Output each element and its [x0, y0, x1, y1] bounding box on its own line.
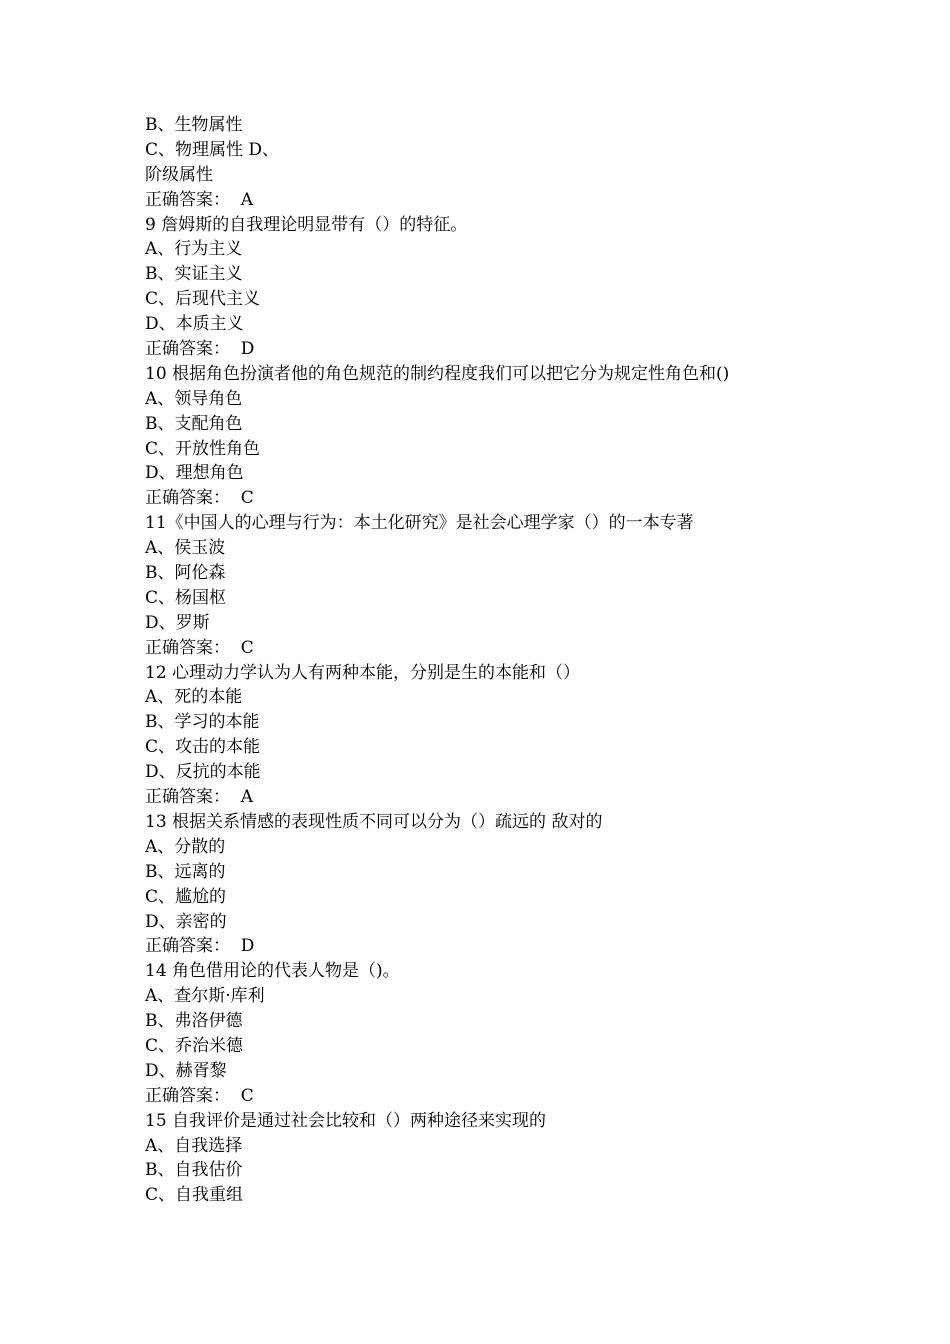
- option-line: C、攻击的本能: [145, 737, 261, 758]
- answer-line: 正确答案： C: [145, 1085, 254, 1106]
- answer-line: 正确答案： A: [145, 189, 254, 210]
- option-line: A、侯玉波: [145, 538, 226, 559]
- option-line: C、自我重组: [145, 1185, 244, 1206]
- option-line: D、罗斯: [145, 612, 210, 633]
- question-line: 10 根据角色扮演者他的角色规范的制约程度我们可以把它分为规定性角色和(): [145, 363, 730, 384]
- option-line: A、行为主义: [145, 239, 243, 260]
- option-line: C、后现代主义: [145, 289, 261, 310]
- option-line: C、尴尬的: [145, 886, 227, 907]
- document-page: [145, 113, 845, 1208]
- option-line: D、赫胥黎: [145, 1060, 227, 1081]
- answer-line: 正确答案： D: [145, 936, 255, 957]
- option-line: B、远离的: [145, 861, 226, 882]
- option-line: A、查尔斯·库利: [145, 986, 265, 1007]
- question-line: 12 心理动力学认为人有两种本能，分别是生的本能和（）: [145, 662, 581, 683]
- option-line: B、自我估价: [145, 1160, 243, 1181]
- answer-line: 正确答案： A: [145, 787, 254, 808]
- option-line: B、生物属性: [145, 115, 243, 135]
- question-line: 9 詹姆斯的自我理论明显带有（）的特征。: [145, 214, 468, 235]
- option-line: B、支配角色: [145, 413, 243, 434]
- option-line: B、阿伦森: [145, 563, 226, 584]
- option-line: C、乔治米德: [145, 1035, 244, 1056]
- option-line: C、杨国枢: [145, 587, 227, 608]
- answer-line: 正确答案： C: [145, 637, 254, 658]
- option-line: B、学习的本能: [145, 712, 260, 733]
- option-line: D、反抗的本能: [145, 762, 261, 783]
- option-line: C、物理属性 D、: [145, 139, 280, 160]
- question-line: 13 根据关系情感的表现性质不同可以分为（）疏远的 敌对的: [145, 811, 603, 832]
- option-line: D、亲密的: [145, 911, 227, 932]
- answer-line: 正确答案： C: [145, 488, 254, 509]
- question-line: 14 角色借用论的代表人物是（)。: [145, 961, 400, 982]
- option-line: B、实证主义: [145, 264, 243, 285]
- option-line: A、分散的: [145, 836, 226, 857]
- option-line: A、死的本能: [145, 687, 243, 708]
- option-line: B、弗洛伊德: [145, 1011, 243, 1032]
- option-line: 阶级属性: [145, 164, 213, 185]
- option-line: D、理想角色: [145, 463, 244, 484]
- option-line: D、本质主义: [145, 314, 244, 335]
- question-line: 11《中国人的心理与行为：本土化研究》是社会心理学家（）的一本专著: [145, 513, 694, 534]
- option-line: A、自我选择: [145, 1135, 243, 1156]
- option-line: A、领导角色: [145, 388, 243, 409]
- answer-line: 正确答案： D: [145, 339, 255, 360]
- question-line: 15 自我评价是通过社会比较和（）两种途径来实现的: [145, 1110, 547, 1131]
- option-line: C、开放性角色: [145, 438, 261, 459]
